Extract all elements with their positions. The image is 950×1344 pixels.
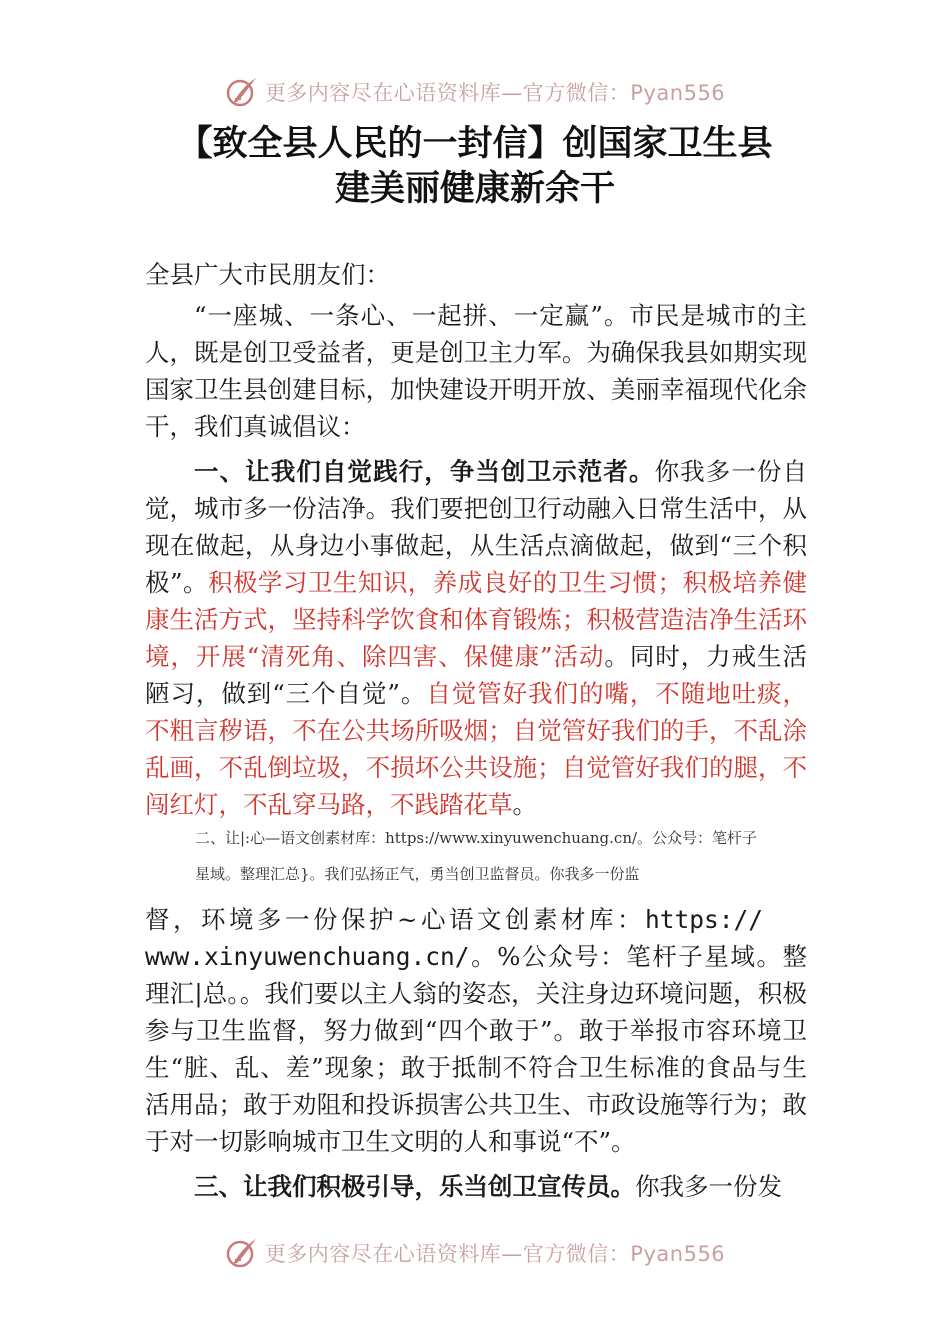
footer-watermark [0,1233,950,1273]
section-1-heading: 一、让我们自觉践行，争当创卫示范者。 [194,457,655,486]
letter-greeting: 全县广大市民朋友们： [145,260,390,289]
section-2-small-text [145,829,807,883]
section-2-url-part-1: https:// [645,905,764,934]
footer-watermark-text: 更多内容尽在心语资料库—官方微信：Pyan556 [264,1242,726,1266]
letter-body [145,256,807,1205]
header-watermark [0,72,950,112]
section-1-text-3: 。 [512,790,537,819]
header-watermark-text: 更多内容尽在心语资料库—官方微信：Pyan556 [264,81,726,105]
section-2-url-part-2: www.xinyuwenchuang.cn/ [145,942,470,971]
section-3-paragraph [145,1168,807,1205]
quill-logo-icon [225,75,259,109]
section-1-text-1: 你我多一份自觉，城市多一份洁净。我们要把创卫行动融入日常生活中，从现在做起，从身边小事做起，从生活点滴做起，做到“三个积极”。 [145,457,808,597]
section-3-text: 你我多一份发 [635,1172,782,1201]
letter-intro: “一座城、一条心、一起拼、一定赢”。市民是城市的主人，既是创卫受益者，更是创卫主力军。为确保我县如期实现国家卫生县创建目标，加快建设开明开放、美丽幸福现代化余干，我们真诚倡议： [145,301,807,441]
section-1-paragraph [145,453,807,823]
section-2-small-line-1: 二、让|:心—语文创素材库：https://www.xinyuwenchuang.cn/。公众号：笔杆子 [195,829,758,847]
section-3-heading: 三、让我们积极引导，乐当创卫宣传员。 [194,1172,635,1201]
section-1-red-text-1: 积极学习卫生知识，养成良好的卫生习惯；积极培养健康生活方式，坚持科学饮食和体育锻炼；积极营造洁净生活环境，开展“清死角、除四害、保健康”活动 [145,568,807,671]
page-title [0,122,950,212]
section-2-spread-text: 督，环境多一份保护~心语文创素材库： [145,905,646,934]
section-2-paragraph [145,901,807,1160]
section-1-text-2: 。同时，力戒生活陋习，做到“三个自觉”。 [145,642,808,708]
title-line-1: 【致全县人民的一封信】创国家卫生县 [177,124,773,164]
section-2-continuation: 。%公众号：笔杆子星域。整理汇|总。。我们要以主人翁的姿态，关注身边环境问题，积极参与卫生监督，努力做到“四个敢于”。敢于举报市容环境卫生“脏、乱、差”现象；敢于抵制不符合卫生标准的食品与生活用品；敢于劝阻和投诉损害公共卫生、市政设施等行为；敢于对一切影响城市卫生文明的人和事说“不”。 [145,942,807,1156]
title-line-2: 建美丽健康新余干 [334,169,615,209]
section-2-small-line-2: 星域。整理汇总}。我们弘扬正气，勇当创卫监督员。你我多一份监 [195,865,640,883]
section-1-red-text-2: 自觉管好我们的嘴，不随地吐痰，不粗言秽语，不在公共场所吸烟；自觉管好我们的手，不乱涂乱画，不乱倒垃圾，不损坏公共设施；自觉管好我们的腿，不闯红灯，不乱穿马路，不践踏花草 [145,679,807,819]
quill-logo-icon [225,1236,259,1270]
